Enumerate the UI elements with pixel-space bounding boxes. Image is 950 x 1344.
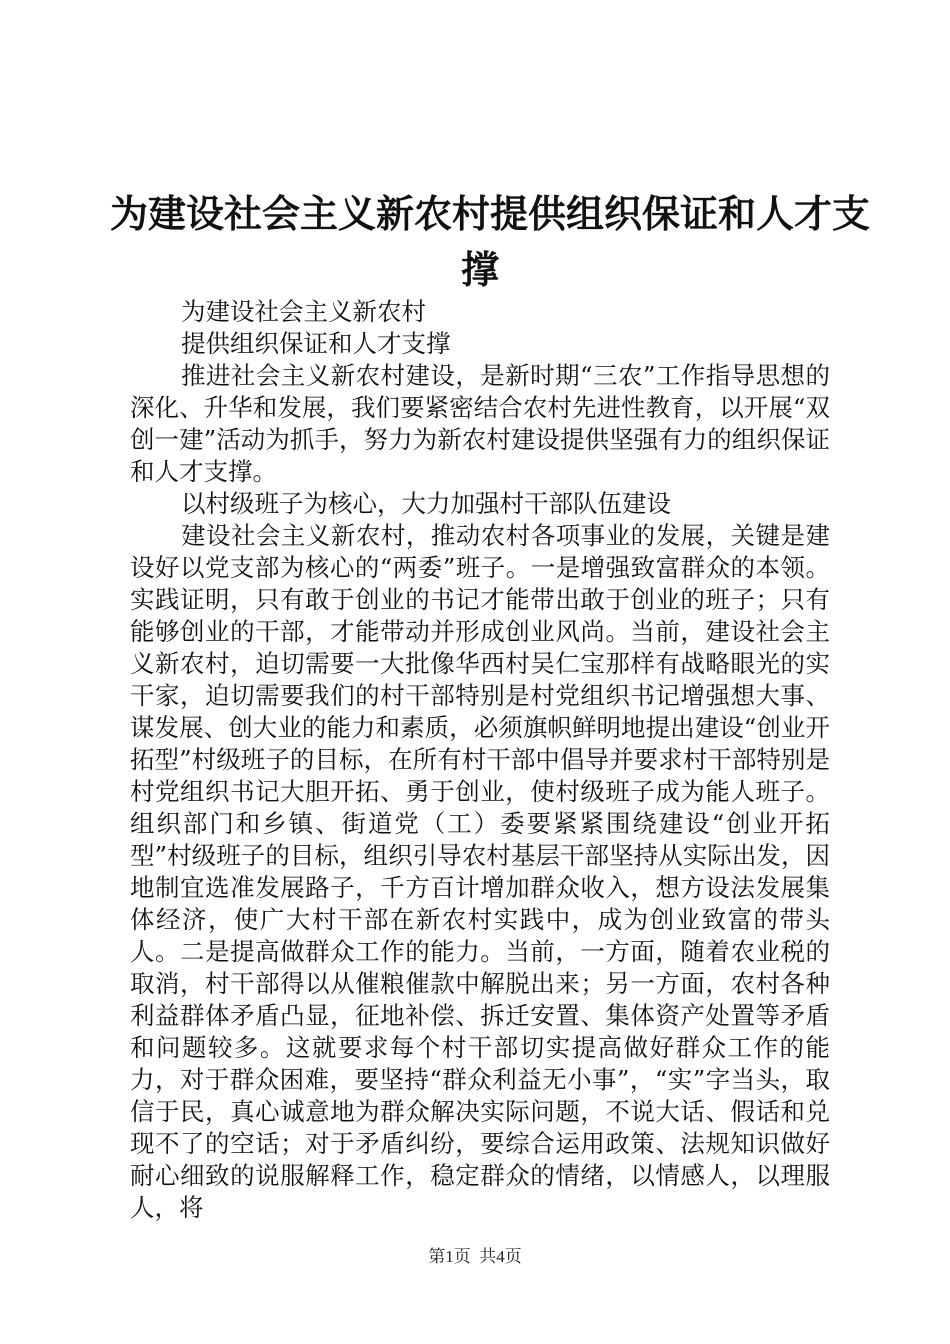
document-title [110,186,871,298]
subtitle-line-2: 提供组织保证和人才支撑 [181,329,451,358]
title-line-1: 为建设社会主义新农村提供组织保证和人才支 [110,191,871,236]
document-body [130,296,830,1224]
section-heading: 以村级班子为核心，大力加强村干部队伍建设 [181,489,671,518]
page-footer: 第1页 共4页 [428,1247,522,1266]
title-line-2: 撑 [460,247,499,292]
paragraph-intro: 推进社会主义新农村建设，是新时期“三农”工作指导思想的深化、升华和发展，我们要紧密结合农村先进性教育，以开展“双创一建”活动为抓手，努力为新农村建设提供坚强有力的组织保证和人才支撑。 [130,361,830,486]
subtitle-line-1: 为建设社会主义新农村 [181,297,426,326]
paragraph-body: 建设社会主义新农村，推动农村各项事业的发展，关键是建设好以党支部为核心的“两委”班子。一是增强致富群众的本领。实践证明，只有敢于创业的书记才能带出敢于创业的班子；只有能够创业的干部，才能带动并形成创业风尚。当前，建设社会主义新农村，迫切需要一大批像华西村吴仁宝那样有战略眼光的实干家，迫切需要我们的村干部特别是村党组织书记增强想大事、谋发展、创大业的能力和素质，必须旗帜鲜明地提出建设“创业开拓型”村级班子的目标，在所有村干部中倡导并要求村干部特别是村党组织书记大胆开拓、勇于创业，使村级班子成为能人班子。组织部门和乡镇、街道党（工）委要紧紧围绕建设“创业开拓型”村级班子的目标，组织引导农村基层干部坚持从实际出发，因地制宜选准发展路子，千方百计增加群众收入，想方设法发展集体经济，使广大村干部在新农村实践中，成为创业致富的带头人。二是提高做群众工作的能力。当前，一方面，随着农业税的取消，村干部得以从催粮催款中解脱出来；另一方面，农村各种利益群体矛盾凸显，征地补偿、拆迁安置、集体资产处置等矛盾和问题较多。这就要求每个村干部切实提高做好群众工作的能力，对于群众困难，要坚持“群众利益无小事”，“实”字当头，取信于民，真心诚意地为群众解决实际问题，不说大话、假话和兑现不了的空话；对于矛盾纠纷，要综合运用政策、法规知识做好耐心细致的说服解释工作，稳定群众的情绪，以情感人，以理服人，将 [130,521,830,1222]
